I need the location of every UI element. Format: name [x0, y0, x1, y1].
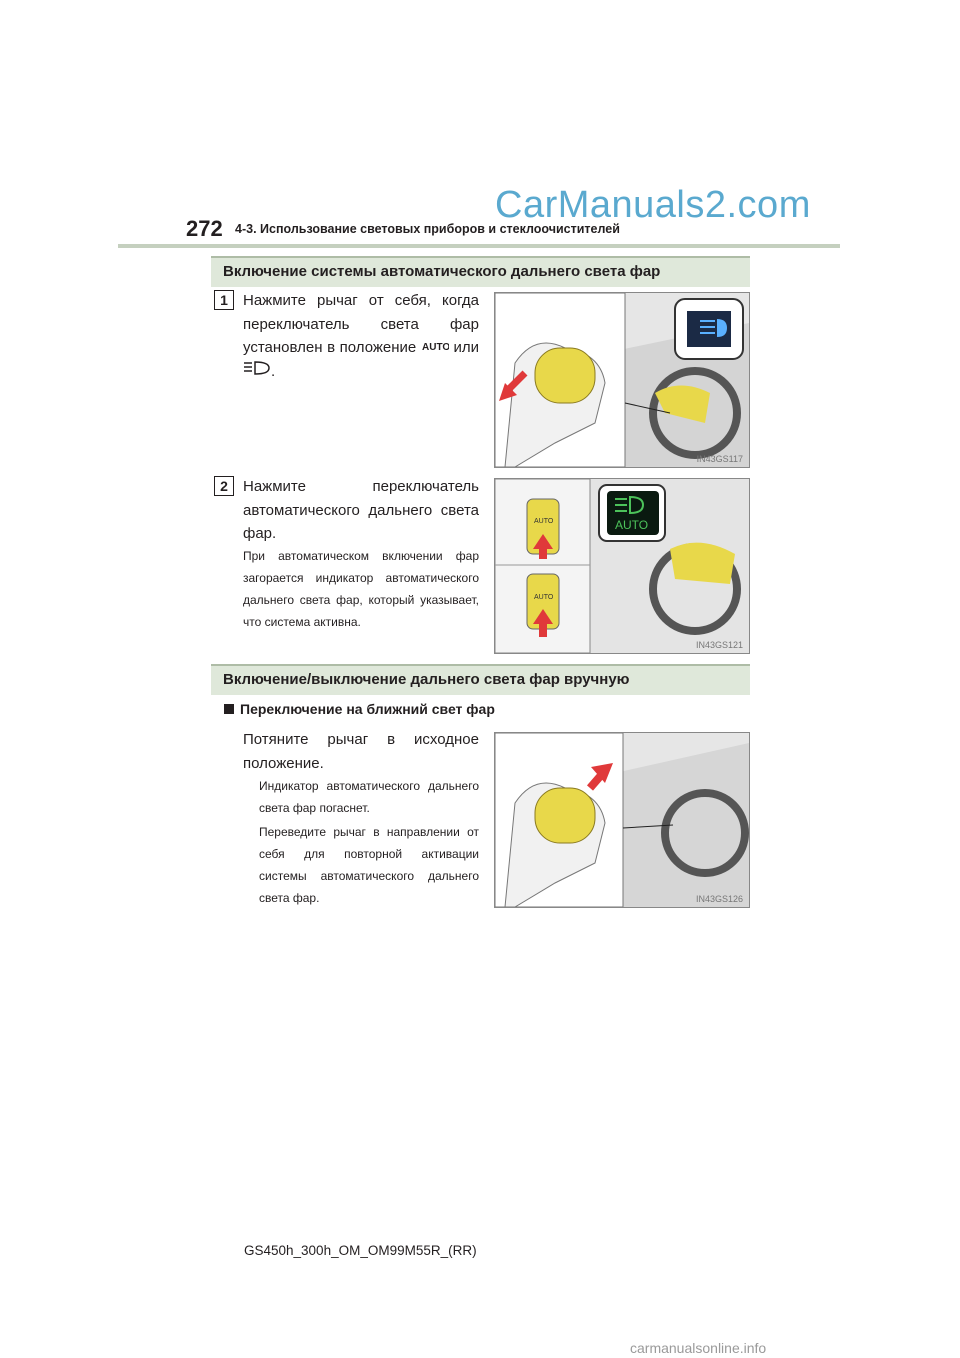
watermark-bottom: carmanualsonline.info	[630, 1340, 767, 1356]
chapter-header: 4-3. Использование световых приборов и стеклоочистителей	[235, 222, 620, 236]
section-title: Включение системы автоматического дальнего света фар	[223, 263, 661, 280]
step2-text: Нажмите переключатель автоматического дальнего света фар.	[243, 478, 479, 542]
headlight-icon	[243, 360, 271, 384]
section2-note1: Индикатор автоматического дальнего света фар погаснет.	[259, 779, 479, 815]
section-heading-auto-high-beam	[211, 256, 750, 287]
indicator-auto-text: AUTO	[615, 518, 649, 532]
auto-icon-text: AUTO	[421, 342, 449, 353]
page-number: 272	[186, 216, 223, 241]
section-title: Включение/выключение дальнего света фар вручную	[223, 671, 630, 688]
auto-headlight-icon	[421, 336, 449, 360]
watermark-top: CarManuals2.com	[495, 184, 811, 226]
section-heading-manual-high-beam	[211, 664, 750, 695]
header-rule	[118, 244, 840, 248]
step1-text	[243, 289, 479, 384]
square-bullet-icon	[224, 704, 234, 714]
switch-label-top: AUTO	[534, 518, 554, 525]
step-number-1: 1	[214, 290, 234, 310]
step1-text-b: или	[453, 339, 480, 356]
figure-lever-pull	[494, 732, 750, 908]
subheading	[224, 701, 495, 717]
switch-label-bottom: AUTO	[534, 594, 554, 601]
subheading-text: Переключение на ближний свет фар	[240, 701, 495, 717]
section2-text: Потяните рычаг в исходное положение.	[243, 731, 479, 772]
figure-code: IN43GS117	[696, 454, 743, 464]
step2-note: При автоматическом включении фар загорается индикатор автоматического дальнего света фар, который указывает, что система активна.	[243, 549, 479, 629]
step-number-2: 2	[214, 476, 234, 496]
figure-code: IN43GS126	[695, 894, 743, 904]
figure-auto-switch	[494, 478, 750, 654]
figure-code: IN43GS121	[695, 640, 743, 650]
figure-lever-push	[494, 292, 750, 468]
footer-doc-code: GS450h_300h_OM_OM99M55R_(RR)	[244, 1243, 477, 1258]
section2-note2: Переведите рычаг в направлении от себя для повторной активации системы автоматического дальнего света фар.	[259, 825, 479, 905]
step1-text-c: .	[271, 362, 276, 380]
step1-text-a: Нажмите рычаг от себя, когда переключатель света фар установлен в положение	[243, 292, 479, 356]
